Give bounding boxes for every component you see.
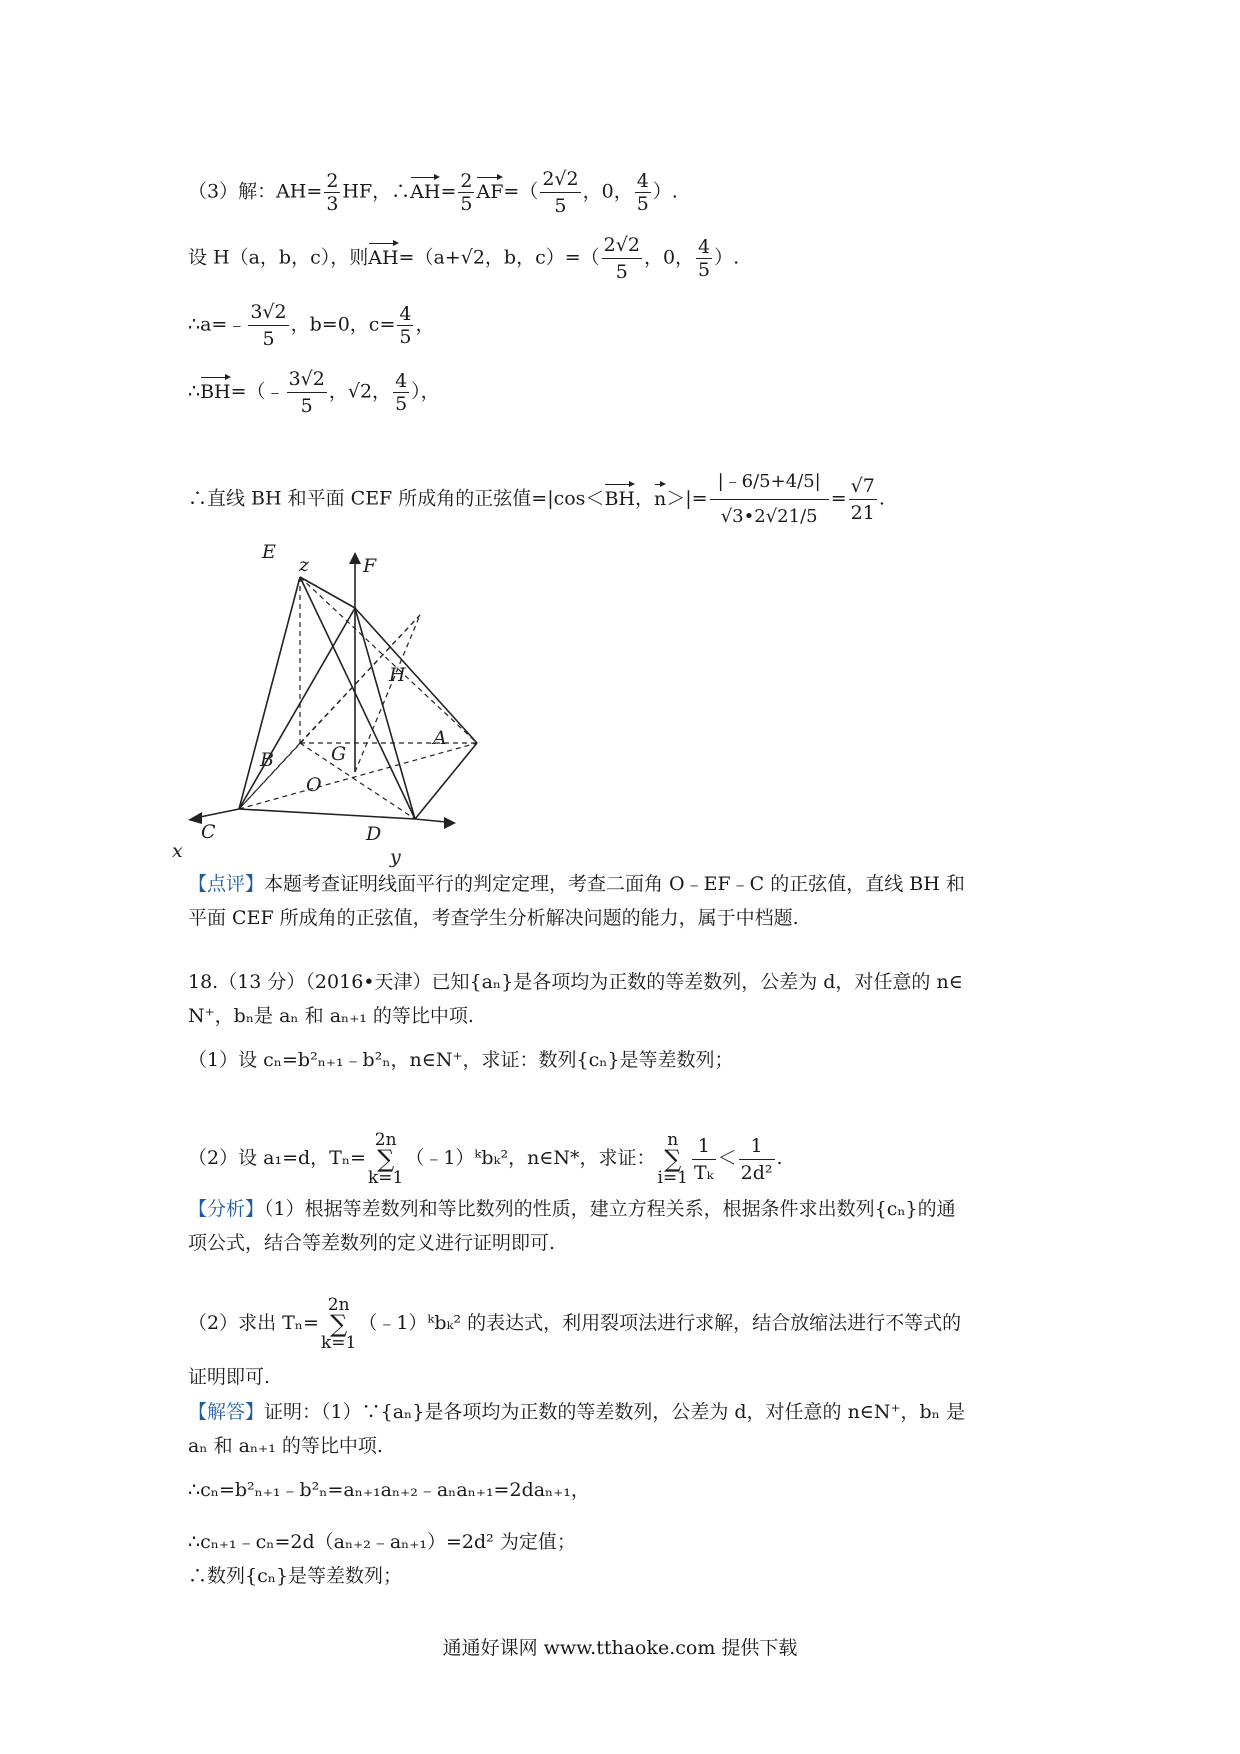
label-H: H <box>389 664 406 686</box>
solution-line2: aₙ 和 aₙ₊₁ 的等比中项. <box>188 1435 383 1457</box>
q18-line2: N⁺，bₙ是 aₙ 和 aₙ₊₁ 的等比中项. <box>188 1005 474 1027</box>
solution-tag: 【解答】 <box>188 1401 265 1423</box>
fraction-1-Tk: $\frac{1}{\text{Tₖ}}$ <box>694 1134 714 1184</box>
edge-F-C <box>239 608 355 809</box>
vector-n: n <box>654 487 667 510</box>
review-line2: 平面 CEF 所成角的正弦值，考查学生分析解决问题的能力，属于中档题. <box>188 907 799 929</box>
vector-AF: AF <box>476 180 504 203</box>
part3-line2: 设 H（a，b，c），则AH=（a+√2，b，c）=（ $\frac{2√2}{5}$ ，0， $\frac{4}{5}$ ）. <box>188 234 740 283</box>
fraction-4-5: $\frac{4}{5}$ <box>636 170 649 215</box>
y-arrow-icon <box>444 817 456 829</box>
x-arrow-icon <box>188 812 202 824</box>
edge-F-A <box>355 608 477 743</box>
sum-k-1-2n-b: 2n ∑ k=1 <box>320 1295 357 1353</box>
pyramid-figure <box>172 530 480 870</box>
edge-A-D <box>415 743 477 819</box>
label-G: G <box>331 743 347 765</box>
x-axis <box>200 809 239 817</box>
fraction-sqrt7-21: $\frac{√7}{21}$ <box>850 475 875 524</box>
vector-BH: BH <box>200 380 231 403</box>
fraction-3sqrt2-5-b: $\frac{3√2}{5}$ <box>288 368 325 417</box>
edge-E-C <box>239 577 300 809</box>
fraction-2sqrt2-5-b: $\frac{2√2}{5}$ <box>603 234 640 283</box>
fraction-2sqrt2-5: $\frac{2√2}{5}$ <box>542 168 579 217</box>
part3-line5: ∴直线 BH 和平面 CEF 所成角的正弦值=|cos＜BH，n＞|= $\frac{|﹣6/5+4/5|}{√3•2√21/5}$ = $\frac{√7}{21}$ . <box>188 465 885 534</box>
solution-line5: ∴数列{cₙ}是等差数列； <box>188 1565 403 1587</box>
solution-line3: ∴cₙ=b²ₙ₊₁﹣b²ₙ=aₙ₊₁aₙ₊₂﹣aₙaₙ₊₁=2daₙ₊₁， <box>188 1479 590 1501</box>
review-line1: 【点评】本题考查证明线面平行的判定定理，考查二面角 O﹣EF﹣C 的正弦值，直线 BH 和 <box>188 873 965 895</box>
vector-AH: AH <box>410 180 441 203</box>
solution-line1: 【解答】证明：（1）∵{aₙ}是各项均为正数的等差数列，公差为 d，对任意的 n∈N⁺，bₙ 是 <box>188 1401 965 1423</box>
vector-BH-2: BH <box>604 487 635 510</box>
page-footer: 通通好课网 www.tthaoke.com 提供下载 <box>442 1637 798 1659</box>
label-F: F <box>363 555 377 577</box>
solution-line4: ∴cₙ₊₁﹣cₙ=2d（aₙ₊₂﹣aₙ₊₁）=2d² 为定值； <box>188 1531 576 1553</box>
label-D: D <box>366 823 382 845</box>
label-y: y <box>390 846 401 868</box>
vector-AH-2: AH <box>368 246 399 269</box>
fraction-2-3: $\frac{2}{3}$ <box>326 170 339 215</box>
label-E: E <box>262 541 276 563</box>
y-axis <box>415 819 446 822</box>
label-C: C <box>201 821 216 843</box>
sum-i-1-n: n ∑ i=1 <box>657 1130 688 1188</box>
label-z: z <box>299 554 310 576</box>
analysis-line2: 项公式，结合等差数列的定义进行证明即可. <box>188 1232 556 1254</box>
analysis-line1: 【分析】（1）根据等差数列和等比数列的性质，建立方程关系，根据条件求出数列{cₙ}的通 <box>188 1198 956 1220</box>
fraction-3sqrt2-5: $\frac{3√2}{5}$ <box>250 301 287 350</box>
label-x: x <box>172 840 183 862</box>
label-B: B <box>260 749 274 771</box>
fraction-4-5-c: $\frac{4}{5}$ <box>399 303 412 348</box>
sum-k-1-2n: 2n ∑ k=1 <box>367 1130 404 1188</box>
q18-part2: （2）设 a₁=d，Tₙ=2n ∑ k=1（﹣1）ᵏbₖ²，n∈N*，求证：n ∑ i=1 $\frac{1}{\text{Tₖ}}$ ＜ $\frac{1}{\text{2d²}}$ . <box>188 1130 783 1188</box>
fraction-2-5: $\frac{2}{5}$ <box>460 170 473 215</box>
edge-C-D <box>239 809 415 819</box>
z-arrow-icon <box>349 552 361 564</box>
analysis-line3: （2）求出 Tₙ=2n ∑ k=1（﹣1）ᵏbₖ² 的表达式，利用裂项法进行求解，结合放缩法进行不等式的 <box>188 1295 962 1353</box>
part3-line3: ∴a=﹣ $\frac{3√2}{5}$ ，b=0，c= $\frac{4}{5}$ ， <box>188 301 435 350</box>
q18-part1: （1）设 cₙ=b²ₙ₊₁﹣b²ₙ，n∈N⁺，求证：数列{cₙ}是等差数列； <box>188 1049 734 1071</box>
fraction-sine-value: $\frac{|﹣6/5+4/5|}{√3•2√21/5}$ <box>710 465 829 534</box>
label-A: A <box>433 727 447 749</box>
part3-line1: （3）解：AH= $\frac{2}{3}$ HF，∴AH= $\frac{2}{5}$ AF=（ $\frac{2√2}{5}$ ，0， $\frac{4}{5}$ ）. <box>188 168 678 217</box>
fraction-1-2d2: $\frac{1}{\text{2d²}}$ <box>740 1134 773 1184</box>
analysis-tag: 【分析】 <box>188 1198 265 1220</box>
review-tag: 【点评】 <box>188 873 265 895</box>
fraction-4-5-d: $\frac{4}{5}$ <box>395 370 408 415</box>
fraction-4-5-b: $\frac{4}{5}$ <box>698 236 711 281</box>
q18-line1: 18.（13 分）（2016•天津）已知{aₙ}是各项均为正数的等差数列，公差为 d，对任意的 n∈ <box>188 971 963 993</box>
part3-line4: ∴BH=（﹣ $\frac{3√2}{5}$ ，√2， $\frac{4}{5}$ ）， <box>188 368 440 417</box>
label-O: O <box>306 774 322 796</box>
analysis-line4: 证明即可. <box>188 1366 271 1388</box>
